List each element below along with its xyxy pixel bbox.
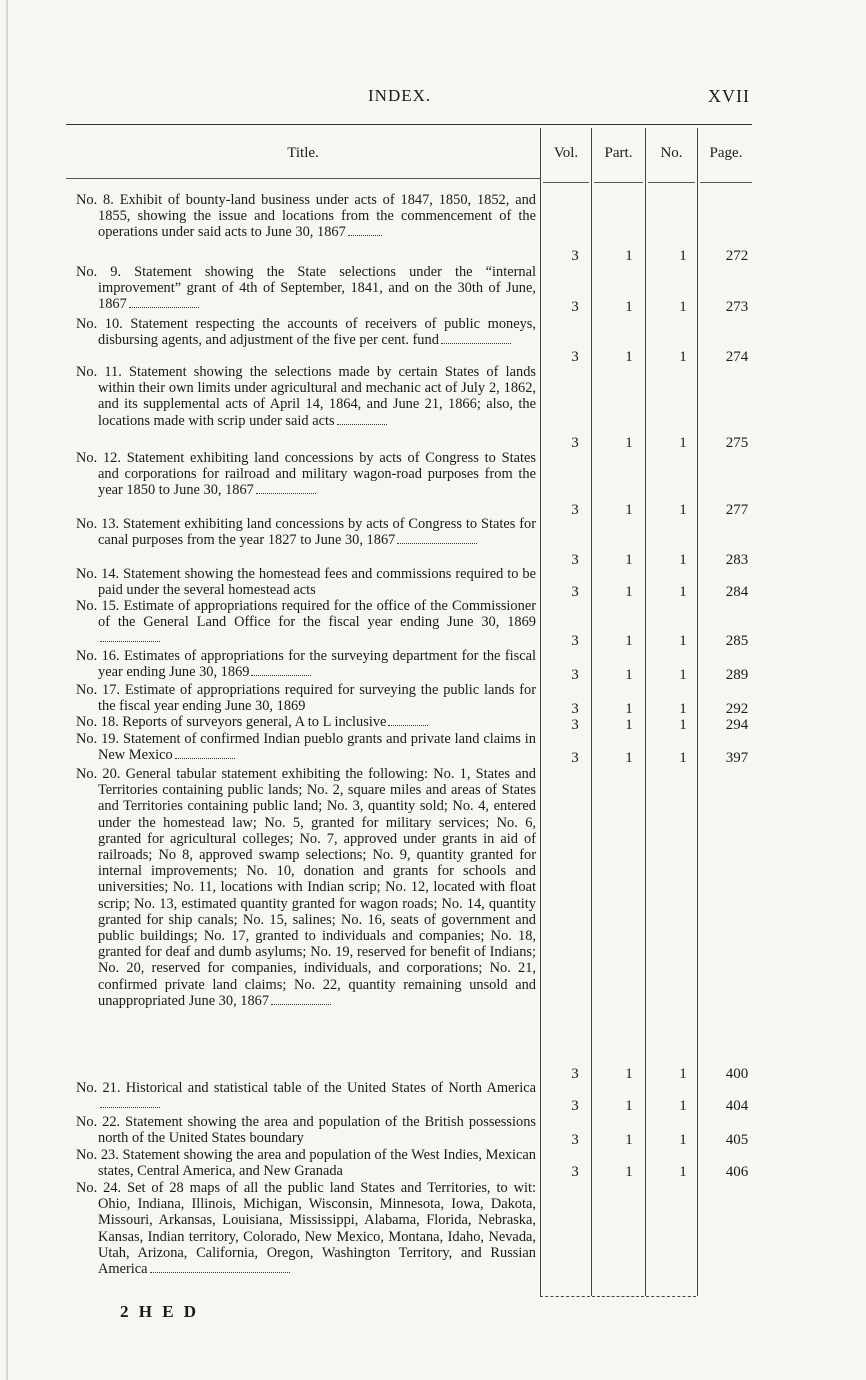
page-value: 273 — [725, 299, 749, 315]
index-entry — [76, 192, 536, 241]
part-value: 1 — [625, 1098, 633, 1114]
entry-title: No. 9. Statement showing the State selections under the “internal improvement” grant of 4th of September, 1841, and on the 30th of June, 1867 — [76, 264, 536, 313]
entry-title: No. 18. Reports of surveyors general, A to L inclusive — [76, 714, 387, 730]
part-value: 1 — [625, 349, 633, 365]
vol-value: 3 — [571, 667, 579, 683]
dot-leader — [251, 674, 311, 676]
part-value: 1 — [625, 1066, 633, 1082]
index-entry — [76, 1180, 536, 1277]
header-rule-no — [648, 182, 695, 183]
page-value: 405 — [725, 1132, 749, 1148]
divider-vol-part — [591, 128, 592, 1296]
index-entry — [76, 316, 536, 348]
divider-part-no — [645, 128, 646, 1296]
part-value: 1 — [625, 1132, 633, 1148]
dot-leader — [100, 1106, 160, 1108]
index-entry — [76, 648, 536, 680]
bottom-rule-no — [646, 1296, 696, 1297]
part-value: 1 — [625, 584, 633, 600]
index-entry — [76, 1147, 536, 1179]
column-header-part: Part. — [604, 145, 633, 161]
header-rule-part — [594, 182, 643, 183]
dot-leader — [150, 1271, 290, 1273]
page-value: 289 — [725, 667, 749, 683]
signature-mark: 2 H E D — [120, 1302, 200, 1321]
vol-value: 3 — [571, 701, 579, 717]
no-value: 1 — [679, 1164, 687, 1180]
vol-value: 3 — [571, 750, 579, 766]
page-value: 294 — [725, 717, 749, 733]
no-value: 1 — [679, 435, 687, 451]
page-value: 404 — [725, 1098, 749, 1114]
part-value: 1 — [625, 750, 633, 766]
index-entry — [76, 364, 536, 429]
entry-title: No. 23. Statement showing the area and population of the West Indies, Mexican states, Central America, and New Granada — [76, 1147, 536, 1180]
part-value: 1 — [625, 1164, 633, 1180]
no-value: 1 — [679, 349, 687, 365]
index-entry — [76, 682, 536, 714]
dot-leader — [129, 306, 199, 308]
dot-leader — [337, 423, 387, 425]
index-entry — [76, 598, 536, 647]
no-value: 1 — [679, 750, 687, 766]
bottom-rule-part — [592, 1296, 644, 1297]
page-value: 272 — [725, 248, 749, 264]
index-entry — [76, 731, 536, 763]
dot-leader — [256, 492, 316, 494]
vol-value: 3 — [571, 1132, 579, 1148]
page-value: 275 — [725, 435, 749, 451]
entry-title: No. 11. Statement showing the selections made by certain States of lands within their own limits under agricultural and mechanic act of July 2, 1862, and its supplemental acts of April 14, 1864, and June 21, 1866; also, the locations made with scrip under said acts — [76, 364, 536, 429]
entry-title: No. 20. General tabular statement exhibiting the following: No. 1, States and Territories containing public lands; No. 2, square miles and areas of States and Territories containing public land; No. 3, quantity sold; No. 4, entered under the homestead law; No. 5, granted for military services; No. 6, granted for agricultural colleges; No. 7, approved under grants in aid of railroads; No 8, approved swamp selections; No. 9, quantity granted for internal improvements; No. 10, donation and grants for schools and universities; No. 11, locations with Indian scrip; No. 12, located with float scrip; No. 13, estimated quantity granted for wagon roads; No. 14, quantity granted for ship canals; No. 15, salines; No. 16, seats of government and public buildings; No. 17, granted to individuals and companies; No. 18, granted for deaf and dumb asylums; No. 19, reserved for benefit of Indians; No. 20, reserved for companies, individuals, and corporations; No. 21, confirmed private land claims; No. 22, quantity remaining unsold and unappropriated June 30, 1867 — [76, 766, 536, 1009]
entry-title: No. 10. Statement respecting the accounts of receivers of public moneys, disbursing agents, and adjustment of the five per cent. fund — [76, 316, 536, 349]
running-head-page-number: XVII — [708, 86, 750, 106]
entry-title: No. 21. Historical and statistical table of the United States of North America — [76, 1080, 536, 1096]
vol-value: 3 — [571, 717, 579, 733]
entry-title: No. 24. Set of 28 maps of all the public land States and Territories, to wit: Ohio, Indiana, Illinois, Michigan, Wisconsin, Minnesota, Iowa, Dakota, Missouri, Arkansas, Louisiana, Mississippi, Alabama, Florida, Nebraska, Kansas, Indian territory, Colorado, New Mexico, Montana, Idaho, Nevada, Utah, Arizona, California, Oregon, Washington Territory, and Russian America — [76, 1180, 536, 1278]
part-value: 1 — [625, 435, 633, 451]
vol-value: 3 — [571, 633, 579, 649]
vol-value: 3 — [571, 1066, 579, 1082]
divider-title-vol — [540, 128, 541, 1296]
page-value: 400 — [725, 1066, 749, 1082]
entry-title: No. 12. Statement exhibiting land concessions by acts of Congress to States and corporations for railroad and military wagon-road purposes from the year 1850 to June 30, 1867 — [76, 450, 536, 499]
page-value: 292 — [725, 701, 749, 717]
no-value: 1 — [679, 502, 687, 518]
table-top-rule — [66, 124, 752, 125]
entry-title: No. 16. Estimates of appropriations for the surveying department for the fiscal year ending June 30, 1869 — [76, 648, 536, 681]
vol-value: 3 — [571, 435, 579, 451]
entry-title: No. 17. Estimate of appropriations required for surveying the public lands for the fiscal year ending June 30, 1869 — [76, 682, 536, 715]
index-entry — [76, 566, 536, 598]
no-value: 1 — [679, 717, 687, 733]
vol-value: 3 — [571, 502, 579, 518]
header-rule-vol — [543, 182, 589, 183]
no-value: 1 — [679, 701, 687, 717]
no-value: 1 — [679, 633, 687, 649]
part-value: 1 — [625, 633, 633, 649]
index-entry — [76, 714, 536, 730]
no-value: 1 — [679, 552, 687, 568]
column-header-vol: Vol. — [553, 145, 579, 161]
dot-leader — [397, 542, 477, 544]
vol-value: 3 — [571, 299, 579, 315]
no-value: 1 — [679, 299, 687, 315]
entry-title: No. 14. Statement showing the homestead fees and commissions required to be paid under the several homestead acts — [76, 566, 536, 599]
entry-title: No. 15. Estimate of appropriations required for the office of the Commissioner of the General Land Office for the fiscal year ending June 30, 1869 — [76, 598, 536, 631]
column-header-page: Page. — [709, 145, 743, 161]
no-value: 1 — [679, 248, 687, 264]
page-edge — [6, 0, 8, 1380]
part-value: 1 — [625, 248, 633, 264]
page-value: 283 — [725, 552, 749, 568]
vol-value: 3 — [571, 248, 579, 264]
page-value: 284 — [725, 584, 749, 600]
entry-title: No. 19. Statement of confirmed Indian pueblo grants and private land claims in New Mexico — [76, 731, 536, 764]
dot-leader — [348, 234, 382, 236]
part-value: 1 — [625, 717, 633, 733]
vol-value: 3 — [571, 552, 579, 568]
index-entry — [76, 1080, 536, 1112]
dot-leader — [175, 757, 235, 759]
running-head-title: INDEX. — [368, 86, 432, 105]
index-entry — [76, 1114, 536, 1146]
page-value: 406 — [725, 1164, 749, 1180]
header-rule-page — [700, 182, 752, 183]
dot-leader — [441, 342, 511, 344]
index-entry — [76, 766, 536, 1009]
dot-leader — [388, 724, 428, 726]
page-value: 285 — [725, 633, 749, 649]
part-value: 1 — [625, 667, 633, 683]
no-value: 1 — [679, 1098, 687, 1114]
dot-leader — [100, 640, 160, 642]
column-header-no: No. — [660, 145, 683, 161]
no-value: 1 — [679, 1132, 687, 1148]
page-value: 397 — [725, 750, 749, 766]
vol-value: 3 — [571, 584, 579, 600]
header-rule — [66, 178, 540, 179]
no-value: 1 — [679, 584, 687, 600]
part-value: 1 — [625, 502, 633, 518]
entry-title: No. 13. Statement exhibiting land concessions by acts of Congress to States for canal purposes from the year 1827 to June 30, 1867 — [76, 516, 536, 549]
part-value: 1 — [625, 299, 633, 315]
index-entry — [76, 516, 536, 548]
entry-title: No. 22. Statement showing the area and population of the British possessions north of the United States boundary — [76, 1114, 536, 1147]
index-entry — [76, 264, 536, 313]
column-header-title: Title. — [287, 145, 319, 161]
entry-title: No. 8. Exhibit of bounty-land business under acts of 1847, 1850, 1852, and 1855, showing the issue and locations from the commencement of the operations under said acts to June 30, 1867 — [76, 192, 536, 241]
vol-value: 3 — [571, 1098, 579, 1114]
page-value: 274 — [725, 349, 749, 365]
bottom-rule-vol — [540, 1296, 590, 1297]
index-entry — [76, 450, 536, 499]
vol-value: 3 — [571, 1164, 579, 1180]
no-value: 1 — [679, 667, 687, 683]
page-value: 277 — [725, 502, 749, 518]
no-value: 1 — [679, 1066, 687, 1082]
running-head — [0, 86, 866, 110]
part-value: 1 — [625, 552, 633, 568]
vol-value: 3 — [571, 349, 579, 365]
part-value: 1 — [625, 701, 633, 717]
dot-leader — [271, 1003, 331, 1005]
